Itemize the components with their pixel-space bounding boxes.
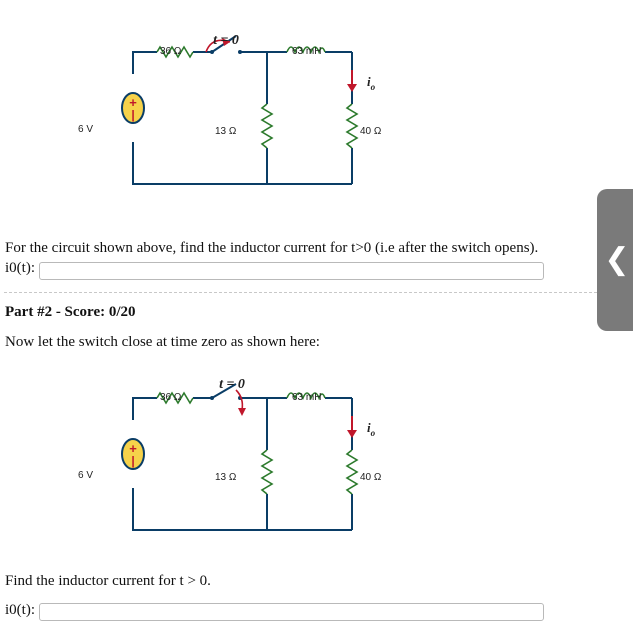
circuit-diagram-part1 — [0, 28, 420, 188]
r3-label: 40 Ω — [360, 472, 382, 483]
switch-label: t = 0 — [219, 377, 245, 392]
source-label: 6 V — [78, 124, 94, 135]
svg-text:|: | — [131, 108, 135, 122]
resistor-13 — [262, 450, 272, 494]
part1-prompt: For the circuit shown above, find the inductor current for t>0 (i.e after the switch opens). — [5, 240, 539, 256]
r3-label: 40 Ω — [360, 126, 382, 137]
part2-prompt: Find the inductor current for t > 0. — [5, 573, 211, 589]
svg-text:+: + — [129, 95, 137, 110]
resistor-40 — [347, 104, 357, 148]
part2-answer-label: i0(t): — [5, 602, 35, 618]
side-panel-toggle[interactable] — [597, 189, 633, 331]
current-arrow-io — [347, 416, 357, 438]
part2-heading: Part #2 - Score: 0/20 — [5, 304, 136, 320]
svg-text:|: | — [131, 454, 135, 468]
switch-label: t = 0 — [213, 33, 239, 48]
r2-label: 13 Ω — [215, 472, 237, 483]
chevron-left-icon: ❮ — [604, 242, 630, 277]
part1-answer-input[interactable] — [39, 262, 544, 280]
part1-answer-label: i0(t): — [5, 260, 35, 276]
r1-label: 36 Ω — [160, 392, 182, 403]
voltage-source-6v — [122, 439, 144, 469]
source-label: 6 V — [78, 470, 94, 481]
resistor-13 — [262, 104, 272, 148]
section-divider — [4, 292, 602, 293]
resistor-40 — [347, 450, 357, 494]
r1-label: 36 Ω — [160, 46, 182, 57]
current-label: $i_o$ — [367, 420, 376, 438]
part2-answer-input[interactable] — [39, 603, 544, 621]
inductor-label: 63 mH — [292, 392, 322, 403]
svg-text:+: + — [129, 441, 137, 456]
current-arrow-io — [347, 70, 357, 92]
current-label: $i_o$ — [367, 74, 376, 92]
part2-intro: Now let the switch close at time zero as shown here: — [5, 334, 320, 350]
inductor-label: 63 mH — [292, 46, 322, 57]
circuit-diagram-part2 — [0, 374, 420, 534]
r2-label: 13 Ω — [215, 126, 237, 137]
voltage-source-6v — [122, 93, 144, 123]
